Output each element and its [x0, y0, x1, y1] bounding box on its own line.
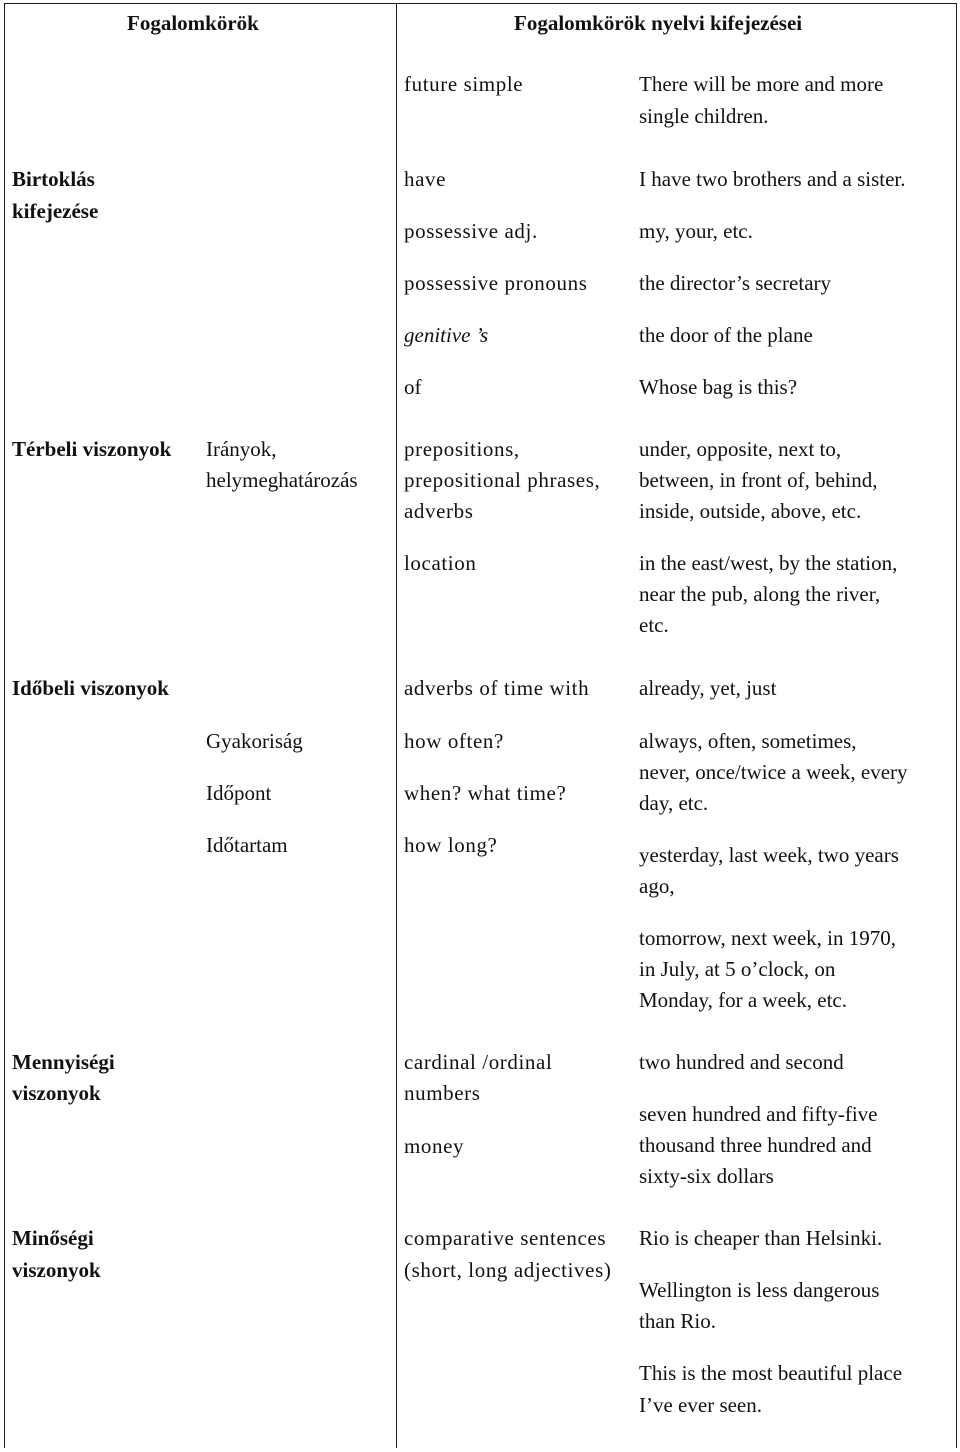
example-location-1: in the east/west, by the station, — [639, 551, 898, 575]
subcategory-idotartam: Időtartam — [206, 833, 288, 857]
example-most-beautiful-2: I’ve ever seen. — [639, 1393, 763, 1417]
column-divider — [396, 3, 397, 1448]
form-prepositional-phrases: prepositional phrases, — [404, 468, 601, 492]
example-future-1: There will be more and more — [639, 72, 884, 96]
example-location-2: near the pub, along the river, — [639, 582, 881, 606]
example-often-2: never, once/twice a week, every — [639, 760, 908, 784]
example-have: I have two brothers and a sister. — [639, 167, 906, 191]
example-door: the door of the plane — [639, 323, 813, 347]
example-long-3: Monday, for a week, etc. — [639, 988, 847, 1012]
subcategory-gyakorisag: Gyakoriság — [206, 729, 303, 753]
example-long-2: in July, at 5 o’clock, on — [639, 957, 836, 981]
header-col2: Fogalomkörök nyelvi kifejezései — [514, 11, 803, 35]
example-wellington-1: Wellington is less dangerous — [639, 1278, 880, 1302]
subcategory-helymeghatarozas: helymeghatározás — [206, 468, 358, 492]
category-idobeli: Időbeli viszonyok — [12, 676, 169, 700]
example-rio-cheaper: Rio is cheaper than Helsinki. — [639, 1226, 883, 1250]
form-how-often: how often? — [404, 729, 504, 753]
example-money-3: sixty-six dollars — [639, 1164, 774, 1188]
subcategory-idopont: Időpont — [206, 781, 272, 805]
form-prepositions: prepositions, — [404, 437, 520, 461]
form-possessive-adj: possessive adj. — [404, 219, 538, 243]
example-possessive-adj: my, your, etc. — [639, 219, 753, 243]
example-whose-bag: Whose bag is this? — [639, 375, 798, 399]
form-money: money — [404, 1134, 465, 1158]
example-already-yet-just: already, yet, just — [639, 676, 777, 700]
example-location-3: etc. — [639, 613, 669, 637]
example-when-1: yesterday, last week, two years — [639, 843, 899, 867]
example-prepositions-1: under, opposite, next to, — [639, 437, 842, 461]
form-numbers: numbers — [404, 1081, 481, 1105]
example-two-hundred: two hundred and second — [639, 1050, 844, 1074]
example-long-1: tomorrow, next week, in 1970, — [639, 926, 897, 950]
category-terbeli: Térbeli viszonyok — [12, 437, 172, 461]
example-when-2: ago, — [639, 874, 675, 898]
form-possessive-pronouns: possessive pronouns — [404, 271, 588, 295]
category-mennyisegi-2: viszonyok — [12, 1081, 101, 1105]
form-cardinal-ordinal: cardinal /ordinal — [404, 1050, 553, 1074]
category-minosegi-2: viszonyok — [12, 1258, 101, 1282]
left-border — [4, 3, 5, 1448]
example-future-2: single children. — [639, 104, 769, 128]
example-prepositions-3: inside, outside, above, etc. — [639, 499, 862, 523]
form-have: have — [404, 167, 447, 191]
example-prepositions-2: between, in front of, behind, — [639, 468, 878, 492]
category-birtoklas-2: kifejezése — [12, 199, 99, 223]
category-birtoklas-1: Birtoklás — [12, 167, 95, 191]
top-border — [4, 3, 957, 4]
form-future-simple: future simple — [404, 72, 524, 96]
example-director: the director’s secretary — [639, 271, 832, 295]
form-location: location — [404, 551, 477, 575]
form-adverbs-of-time: adverbs of time with — [404, 676, 590, 700]
category-mennyisegi-1: Mennyiségi — [12, 1050, 115, 1074]
example-most-beautiful-1: This is the most beautiful place — [639, 1361, 903, 1385]
category-minosegi-1: Minőségi — [12, 1226, 94, 1250]
form-adverbs: adverbs — [404, 499, 474, 523]
form-comparative-sentences: comparative sentences — [404, 1226, 607, 1250]
form-when-what-time: when? what time? — [404, 781, 567, 805]
form-short-long-adjectives: (short, long adjectives) — [404, 1258, 612, 1282]
header-col1: Fogalomkörök — [127, 11, 259, 35]
subcategory-iranyok: Irányok, — [206, 437, 277, 461]
right-border — [956, 3, 957, 1448]
example-money-2: thousand three hundred and — [639, 1133, 872, 1157]
example-money-1: seven hundred and fifty-five — [639, 1102, 878, 1126]
form-genitive: genitive ’s — [404, 323, 489, 347]
example-often-3: day, etc. — [639, 791, 709, 815]
form-how-long: how long? — [404, 833, 498, 857]
form-of: of — [404, 375, 422, 399]
example-often-1: always, often, sometimes, — [639, 729, 857, 753]
example-wellington-2: than Rio. — [639, 1309, 716, 1333]
